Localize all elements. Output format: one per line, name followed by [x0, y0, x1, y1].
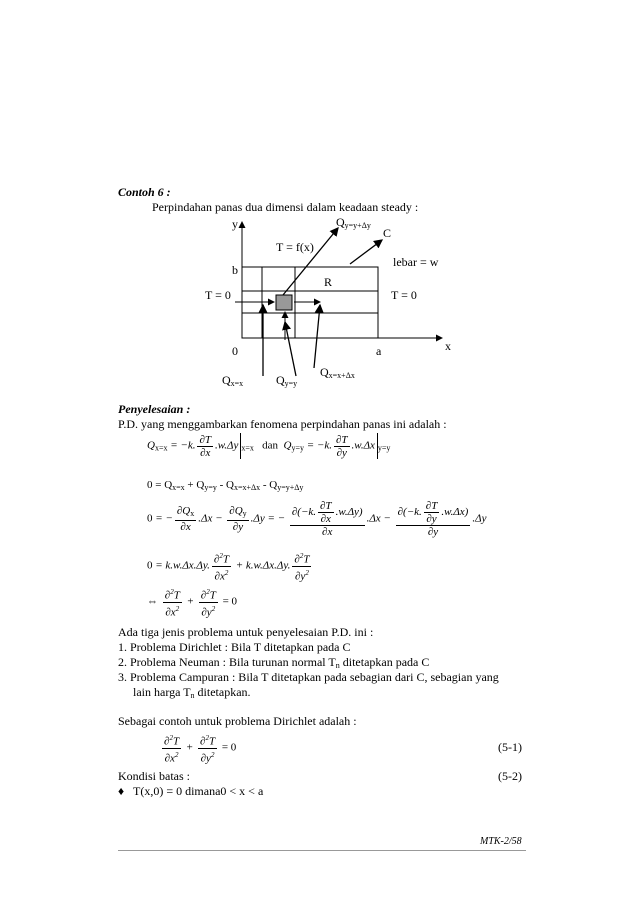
- region-label: R: [324, 275, 333, 289]
- type-neuman: 2. Problema Neuman : Bila turunan normal $T_n$ ditetapkan pada C: [118, 655, 430, 670]
- example-heading: Contoh 6 :: [118, 185, 171, 199]
- b-label: b: [232, 263, 238, 277]
- type-campuran: 3. Problema Campuran : Bila T ditetapkan pada sebagian dari C, sebagian yang: [118, 670, 499, 684]
- difference-equation: 0 = − $\frac{\partial Q_x}{\partial x}$ .Δx − $\frac{\partial Q_y}{\partial y}$ .Δy = − ∂(−k. $\frac{\partial T}{\partial x}$ .w.Δy) ∂x .Δx − ∂(−k. $\frac{\partial T}{\partial y}$ .w.Δx) ∂y .Δy: [147, 500, 487, 538]
- footer-divider: [118, 850, 526, 851]
- types-intro: Ada tiga jenis problema untuk penyelesaian P.D. ini :: [118, 625, 374, 639]
- x-axis-label: x: [445, 339, 451, 353]
- second-derivative-equation: 0 = k.w.Δx.Δy. $\frac{\partial^2T}{\partial x^2}$ + k.w.Δx.Δy. $\frac{\partial^2T}{\partial y^2}$: [147, 552, 310, 583]
- laplace-equation: ⇔ $\frac{\partial^2T}{\partial x^2}$ + $\frac{\partial^2T}{\partial y^2}$ = 0: [147, 588, 238, 619]
- solution-intro: P.D. yang menggambarkan fenomena perpindahan panas ini adalah :: [118, 417, 447, 431]
- boundary-conditions-label: Kondisi batas :: [118, 769, 190, 783]
- flux-y-label: $Q_{y=y}$: [276, 373, 298, 388]
- y-axis-label: y: [232, 217, 238, 231]
- boundary-condition-1: T(x,0) = 0 dimana0 < x < a: [133, 784, 264, 798]
- dirichlet-equation: $\frac{\partial^2T}{\partial x^2}$ + $\frac{\partial^2T}{\partial y^2}$ = 0: [164, 734, 237, 765]
- equation-number-5-2: (5-2): [498, 769, 522, 783]
- equation-number-5-1: (5-1): [498, 740, 522, 754]
- a-label: a: [376, 344, 382, 358]
- balance-equation: $0 = Q_{x=x} + Q_{y=y} - Q_{x=x+\Delta x} - Q_{y=y+\Delta y}$: [147, 479, 304, 492]
- example-intro: Perpindahan panas dua dimensi dalam keadaan steady :: [152, 200, 419, 214]
- top-boundary-label: T = f(x): [276, 240, 314, 254]
- shaded-element: [276, 295, 292, 310]
- width-label: lebar = w: [393, 255, 439, 269]
- curve-label: C: [383, 226, 392, 240]
- page-number: MTK-2/58: [480, 836, 522, 847]
- bullet-diamond-icon: ♦: [118, 784, 125, 798]
- flux-x-label: $Q_{x=x}$: [222, 373, 244, 388]
- dirichlet-intro: Sebagai contoh untuk problema Dirichlet adalah :: [118, 714, 357, 728]
- right-boundary-label: T = 0: [391, 288, 417, 302]
- origin-label: 0: [232, 344, 238, 358]
- flux-xdx-label: $Q_{x=x+\Delta x}$: [320, 365, 355, 380]
- left-boundary-label: T = 0: [205, 288, 231, 302]
- type-dirichlet: 1. Problema Dirichlet : Bila T ditetapkan pada C: [118, 640, 351, 654]
- solution-title: Penyelesaian :: [118, 402, 191, 416]
- type-campuran-cont: lain harga $T_n$ ditetapkan.: [133, 685, 251, 700]
- flux-top-label: $Q_{y=y+\Delta y}$: [336, 215, 371, 230]
- flux-equation: $Q_{x=x} = -k$. $\frac{\partial T}{\partial x}$ .w.Δy $_{x=x}$ dan $Q_{y=y} = -k$. $\frac{\partial T}{\partial y}$ .w.Δx $_{y=y}$: [147, 433, 391, 459]
